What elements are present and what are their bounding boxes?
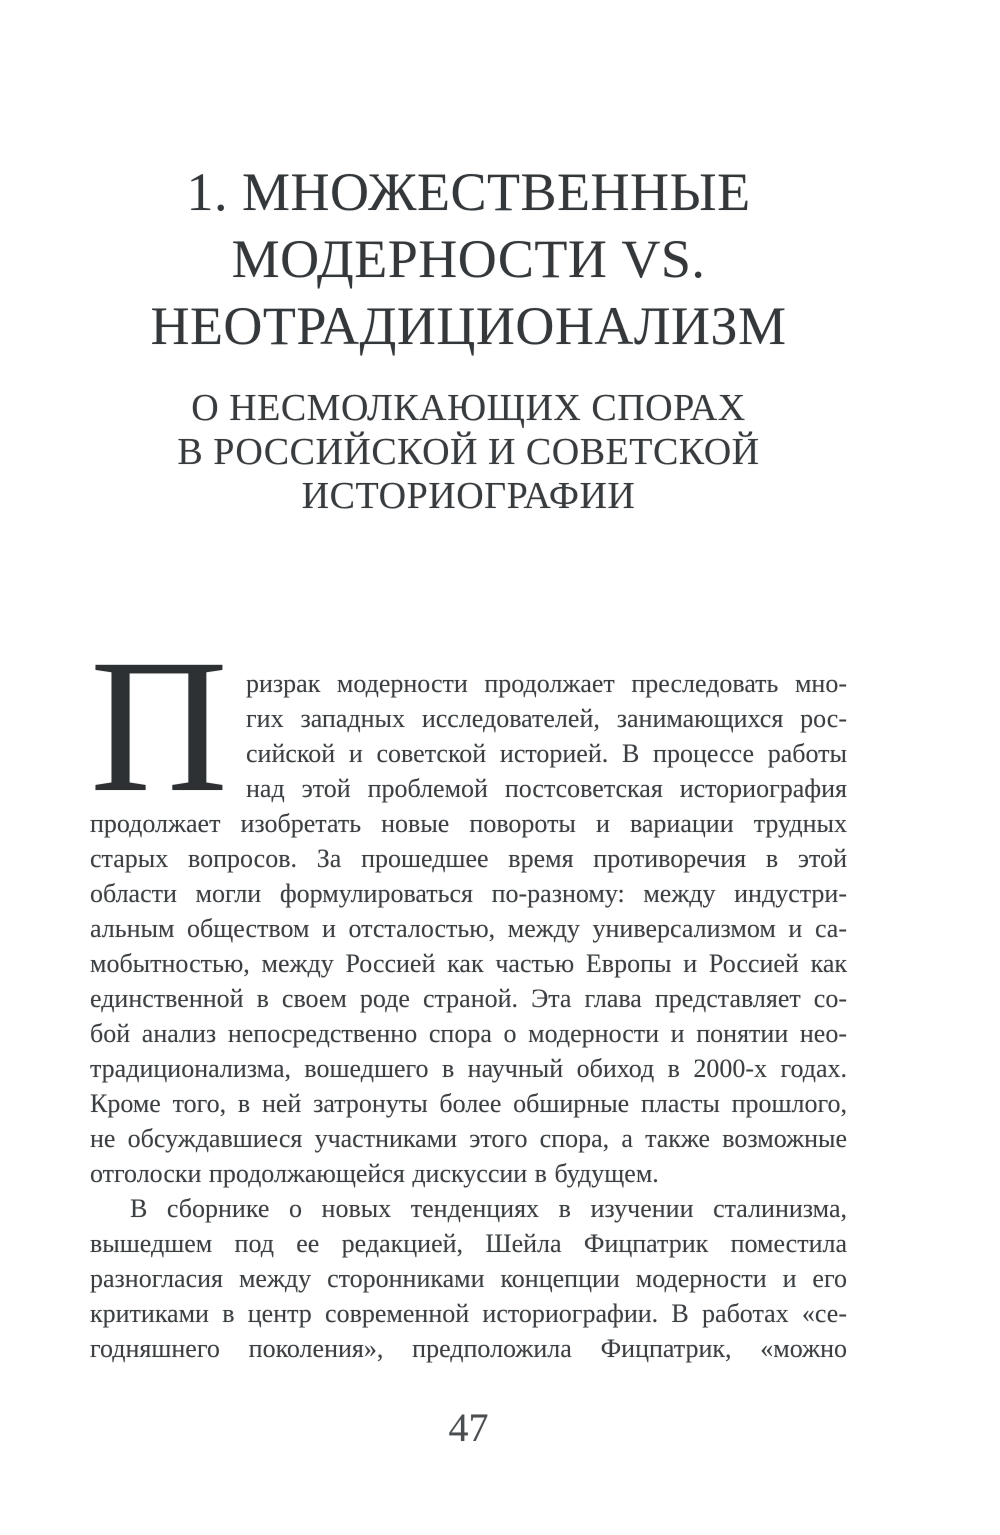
drop-cap: П <box>90 621 228 832</box>
chapter-subtitle-line-3: ИСТОРИОГРАФИИ <box>301 475 636 517</box>
chapter-subtitle <box>90 386 847 518</box>
body-text-line: мобытностью, между Россией как частью Европы и Россией как <box>90 949 847 978</box>
body-text <box>90 621 847 1366</box>
chapter-title-line-3: НЕОТРАДИЦИОНАЛИЗМ <box>150 296 787 356</box>
body-text-line: Кроме того, в ней затронуты более обширные пласты прошлого, <box>90 1089 847 1118</box>
body-text-line: области могли формулироваться по-разному: между индустри- <box>90 879 847 908</box>
body-text-line: гих западных исследователей, занимающихся рос- <box>246 704 847 733</box>
page-number: 47 <box>448 1405 489 1450</box>
chapter-title <box>90 0 847 360</box>
body-text-line: бой анализ непосредственно спора о модерности и понятии нео- <box>90 1019 847 1048</box>
paragraph-2 <box>90 1191 847 1366</box>
body-text-line: отголоски продолжающейся дискуссии в будущем. <box>90 1159 659 1188</box>
chapter-subtitle-line-2: В РОССИЙСКОЙ И СОВЕТСКОЙ <box>177 431 760 473</box>
body-text-line: не обсуждавшиеся участниками этого спора, а также возможные <box>90 1124 847 1153</box>
body-text-line: сийской и советской историей. В процессе работы <box>246 739 847 768</box>
page-footer <box>90 1406 847 1450</box>
paragraph-1 <box>90 621 847 1191</box>
body-text-line: над этой проблемой постсоветская историография <box>246 774 847 803</box>
body-text-line: ризрак модерности продолжает преследовать мно- <box>246 669 847 698</box>
body-text-line: старых вопросов. За прошедшее время противоречия в этой <box>90 844 847 873</box>
chapter-title-line-2: МОДЕРНОСТИ VS. <box>231 229 706 289</box>
body-text-line: критиками в центр современной историографии. В работах «се- <box>90 1299 847 1328</box>
text-column <box>90 0 847 1450</box>
body-text-line: традиционализма, вошедшего в научный обиход в 2000-х годах. <box>90 1054 847 1083</box>
body-text-line: В сборнике о новых тенденциях в изучении сталинизма, <box>130 1194 847 1223</box>
body-text-line: вышедшем под ее редакцией, Шейла Фицпатрик поместила <box>90 1229 847 1258</box>
body-text-line: продолжает изобретать новые повороты и вариации трудных <box>90 809 847 838</box>
body-text-line: единственной в своем роде страной. Эта глава представляет со- <box>90 984 847 1013</box>
body-text-line: разногласия между сторонниками концепции модерности и его <box>90 1264 847 1293</box>
chapter-subtitle-line-1: О НЕСМОЛКАЮЩИХ СПОРАХ <box>191 387 746 429</box>
body-text-line: альным обществом и отсталостью, между универсализмом и са- <box>90 914 847 943</box>
chapter-title-line-1: 1. МНОЖЕСТВЕННЫЕ <box>186 162 751 222</box>
body-text-line: годняшнего поколения», предположила Фицпатрик, «можно <box>90 1334 847 1363</box>
